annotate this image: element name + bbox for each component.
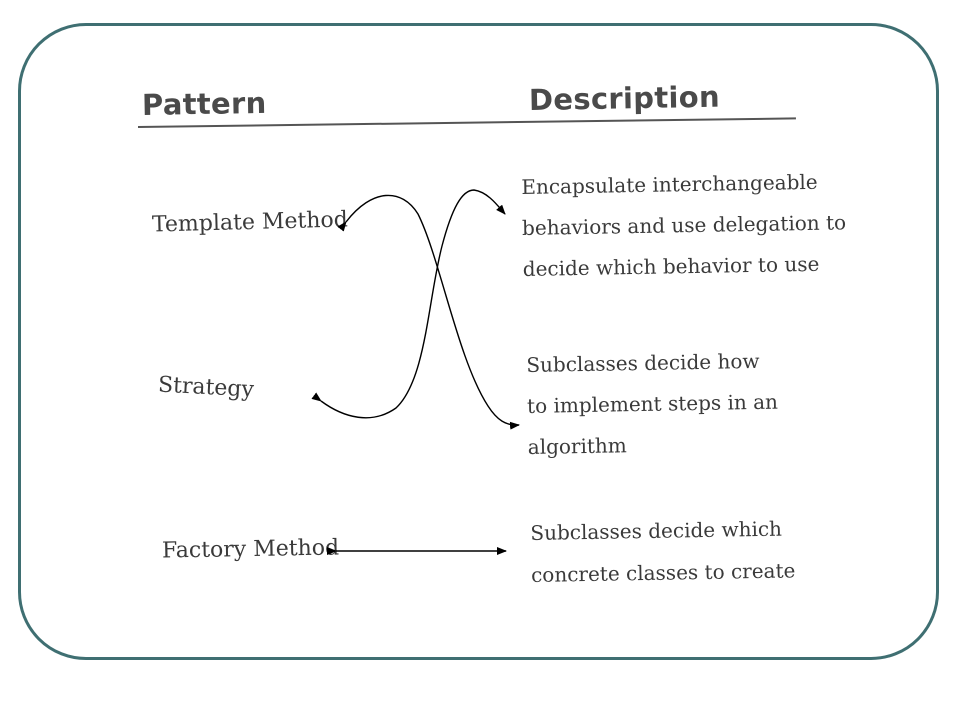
description-subclasses-create-classes <box>530 507 796 596</box>
description-line: to implement steps in an <box>526 389 779 418</box>
pattern-column-header: Pattern <box>141 85 267 122</box>
description-line: concrete classes to create <box>530 558 796 587</box>
description-line: Subclasses decide how <box>526 348 760 377</box>
description-encapsulate-behaviors <box>521 161 847 290</box>
pattern-strategy: Strategy <box>157 372 255 403</box>
description-subclasses-implement-steps <box>526 341 779 468</box>
description-line: Subclasses decide which <box>530 516 783 545</box>
description-line: behaviors and use delegation to <box>521 210 847 240</box>
pattern-factory-method: Factory Method <box>161 535 340 564</box>
description-line: decide which behavior to use <box>522 251 820 281</box>
description-line: algorithm <box>527 433 627 459</box>
description-column-header: Description <box>528 79 721 117</box>
pattern-template-method: Template Method <box>151 207 349 238</box>
description-line: Encapsulate interchangeable <box>521 169 818 199</box>
